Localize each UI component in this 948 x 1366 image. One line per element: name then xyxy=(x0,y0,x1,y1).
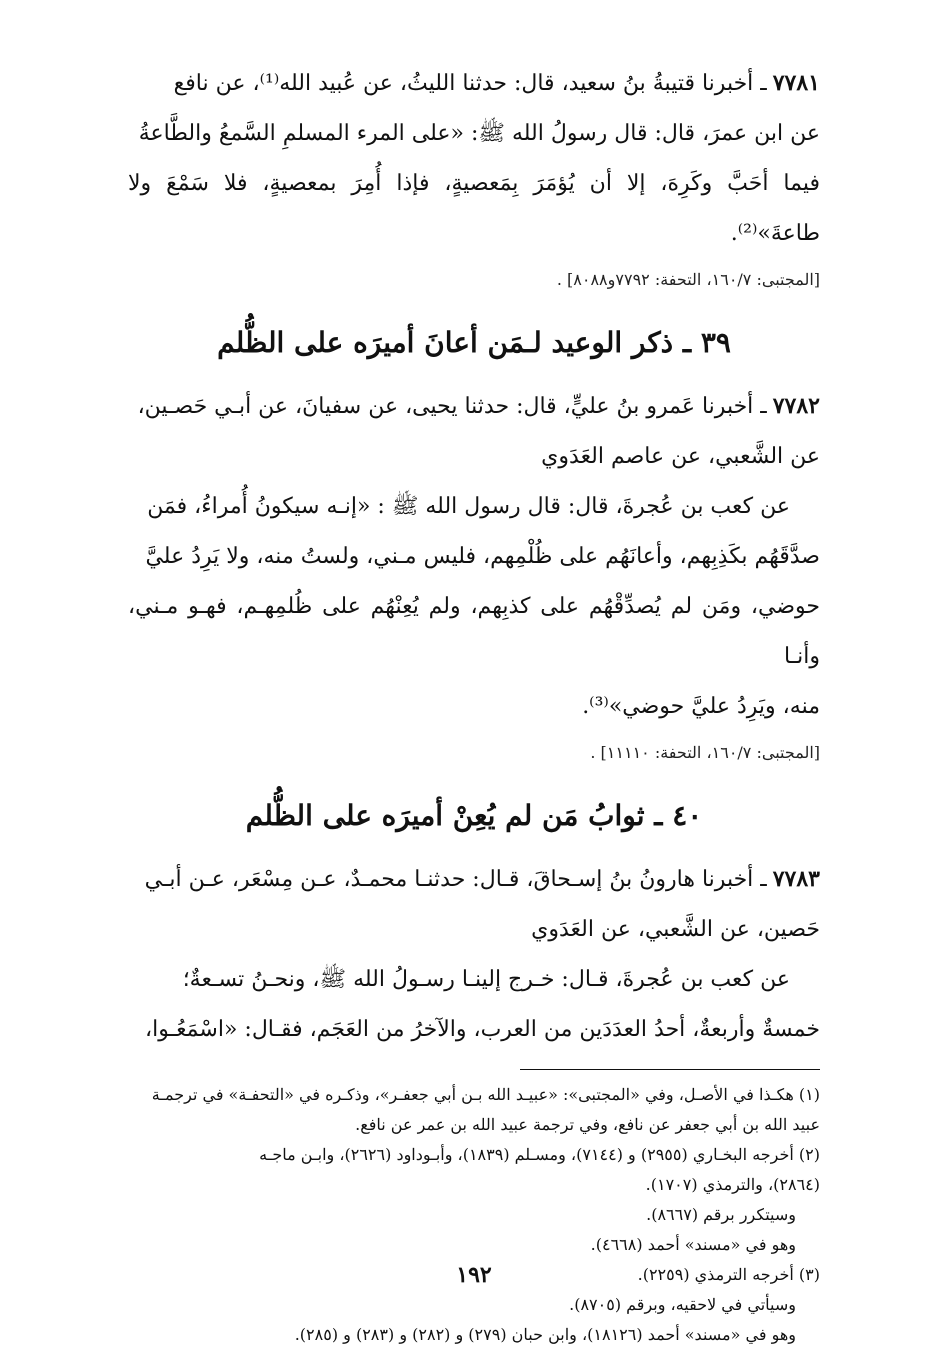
hadith-7783-line: ٧٧٨٣ـ أخبرنا هارونُ بنُ إسـحاقَ، قـال: حدثنـا محمـدٌ، عـن مِسْعَر، عـن أبـي xyxy=(144,866,820,892)
hadith-number: ٧٧٨٣ xyxy=(772,866,820,892)
hadith-7782-reference: [المجتبى: ١٦٠/٧، التحفة: ١١١١٠] . xyxy=(590,743,820,762)
footnote-1: (١) هكـذا في الأصـل، وفي «المجتبى»: «عبيـد الله بـن أبي جعفـر»، وذكـره في «التحفـة» في ترجمـة xyxy=(151,1085,820,1104)
footnote-2-cont: (٢٨٦٤)، والترمذي (١٧٠٧). xyxy=(645,1175,820,1194)
hadith-7783-line: حَصين، عن الشَّعبي، عن العَدَوي xyxy=(531,917,820,942)
hadith-7782-line: منه، ويَرِدُ عليَّ حوضي»⁽³⁾. xyxy=(582,694,820,719)
hadith-7782-line: عن كعب بن عُجرةَ، قال: قال رسول الله ﷺ : «إنـه سيكونُ أُمراءُ، فمَن xyxy=(147,494,790,519)
hadith-7782-line: صدَّقَهُم بكَذِبِهم، وأعانَهُم على ظُلْمِهم، فليس مـني، ولستُ منه، ولا يَرِدُ عليَّ xyxy=(145,544,820,569)
hadith-number: ٧٧٨٢ xyxy=(772,393,820,419)
footnote-1-cont: عبيد الله بن أبي جعفر عن نافع، وفي ترجمة عبيد الله بن عمر عن نافع. xyxy=(355,1115,820,1134)
hadith-7783-line: خمسةٌ وأربعةٌ، أحدُ العدَدَين من العرب، والآخرُ من العَجَم، فقـال: «اسْمَعُـوا، xyxy=(145,1017,820,1042)
footnote-2-note: وهو في «مسند» أحمد (٤٦٦٨). xyxy=(590,1235,796,1254)
hadith-7783-line: عن كعب بن عُجرةَ، قـال: خـرج إلينـا رسـولُ الله ﷺ، ونحـنُ تسـعةٌ؛ xyxy=(182,967,790,992)
hadith-7781-line: ٧٧٨١ـ أخبرنا قتيبةُ بنُ سعيد، قال: حدثنا الليثُ، عن عُبيد الله⁽¹⁾، عن نافع xyxy=(173,70,820,96)
footnote-2-note: وسيتكرر برقم (٨٦٦٧). xyxy=(646,1205,796,1224)
chapter-heading-40: ٤٠ ـ ثوابُ مَن لم يُعِنْ أميرَه على الظُّلم xyxy=(245,799,703,832)
hadith-7782-line: ٧٧٨٢ـ أخبرنا عَمرو بنُ عليٍّ، قال: حدثنا يحيى، عن سفيانَ، عن أبـي حَصـين، xyxy=(137,393,820,419)
footnote-divider xyxy=(520,1069,820,1070)
hadith-number: ٧٧٨١ xyxy=(772,70,820,96)
hadith-7781-reference: [المجتبى: ١٦٠/٧، التحفة: ٧٧٩٢و٨٠٨٨] . xyxy=(556,270,820,289)
hadith-7782-line: حوضي، ومَن لم يُصدِّقْهُم على كذبِهم، ولم يُعِنْهُم على ظُلمِهـم، فهـو مـني، وأنـا xyxy=(128,594,820,669)
hadith-7782-line: عن الشَّعبي، عن عاصم العَدَوي xyxy=(541,444,820,469)
footnote-2: (٢) أخرجه البخـاري (٢٩٥٥) و (٧١٤٤)، ومسـلم (١٨٣٩)، وأبـوداود (٢٦٢٦)، وابـن ماجـه xyxy=(259,1145,820,1164)
footnote-3-note: وسيأتي في لاحقيه، وبرقم (٨٧٠٥). xyxy=(569,1295,796,1314)
hadith-7781-line: فيما أحَبَّ وكَرِهَ، إلا أن يُؤمَرَ بِمَعصيةٍ، فإذا أُمِرَ بمعصيةٍ، فلا سَمْعَ ولا طاعةَ»⁽²⁾. xyxy=(128,171,820,246)
hadith-7781-line: عن ابن عمرَ، قال: قال رسولُ الله ﷺ: «على المرء المسلمِ السَّمعُ والطَّاعةُ xyxy=(138,121,820,146)
chapter-heading-39: ٣٩ ـ ذكر الوعيد لـمَن أعانَ أميرَه على الظُّلم xyxy=(217,326,731,359)
page-number: ١٩٢ xyxy=(456,1262,492,1288)
footnote-3: (٣) أخرجه الترمذي (٢٢٥٩). xyxy=(637,1265,820,1284)
footnote-3-note: وهو في «مسند» أحمد (١٨١٢٦)، وابن حبان (٢٧٩) و (٢٨٢) و (٢٨٣) و (٢٨٥). xyxy=(294,1325,796,1344)
